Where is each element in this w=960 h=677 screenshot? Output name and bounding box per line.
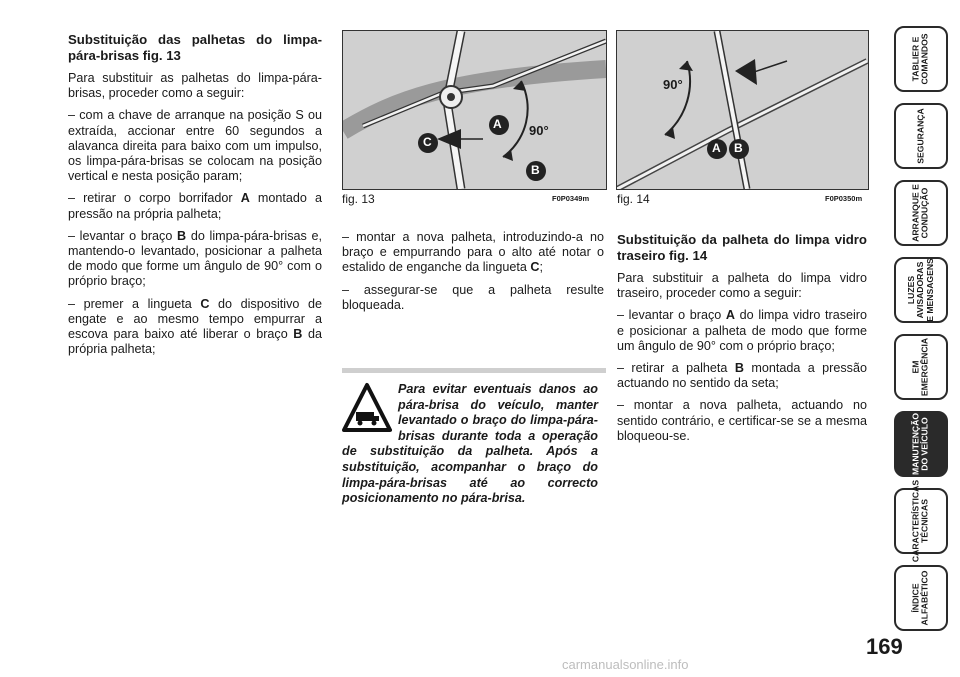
warning-triangle-icon	[342, 382, 392, 434]
tab-arranque-conducao[interactable]: ARRANQUE E CONDUÇÃO	[894, 180, 948, 246]
figure-13-caption: fig. 13	[342, 192, 375, 206]
paragraph-intro: Para substituir a palheta do limpa vidro traseiro, proceder como a seguir:	[617, 271, 867, 301]
tab-emergencia[interactable]: EM EMERGÊNCIA	[894, 334, 948, 400]
watermark: carmanualsonline.info	[562, 657, 689, 672]
figure-13-code: F0P0349m	[552, 194, 590, 203]
figure-14-rear-wiper	[616, 30, 869, 190]
paragraph-step: – montar a nova palheta, actuando no sentido contrário, e certificar-se se a mesma bloqueou-se.	[617, 398, 867, 443]
paragraph-step: – retirar o corpo borrifador A montado a pressão na própria palheta;	[68, 191, 323, 221]
tab-luzes-avisadoras[interactable]: LUZES AVISADORAS E MENSAGENS	[894, 257, 948, 323]
label-c: C	[423, 135, 432, 149]
paragraph-intro: Para substituir as palhetas do limpa-pára-brisas, proceder como a seguir:	[68, 71, 322, 101]
label-b: B	[734, 141, 743, 155]
warning-bar	[342, 368, 606, 373]
warning-text: Para evitar eventuais danos ao pára-brisa do veículo, manter levantado o braço do limpa-pára-brisas durante toda a operação de substituição da palheta. Após a substituição, acompanhar o braço do limpa-pára-brisas até ao correcto posicionamento no pára-brisa.	[342, 382, 598, 506]
tab-indice-alfabetico[interactable]: ÍNDICE ALFABÉTICO	[894, 565, 948, 631]
tab-caracteristicas-tecnicas[interactable]: CARACTERÍSTICAS TÉCNICAS	[894, 488, 948, 554]
figure-13-front-wiper	[342, 30, 607, 190]
rear-wiper-illustration	[617, 31, 868, 189]
paragraph-step: – montar a nova palheta, introduzindo-a no braço e empurrando para o alto até notar o estalido de enganche da lingueta C;	[342, 230, 604, 275]
tab-tablier-comandos[interactable]: TABLIER E COMANDOS	[894, 26, 948, 92]
figure-14-code: F0P0350m	[825, 194, 863, 203]
tab-manutencao-veiculo[interactable]: MANUTENÇÃO DO VEÍCULO	[894, 411, 948, 477]
angle-label: 90°	[663, 77, 683, 92]
paragraph-step: – com a chave de arranque na posição S ou extraída, accionar entre 60 segundos a alavanca direita para baixo com um impulso, os limpa-pára-brisas se colocam na posição vertical e nesta posição param;	[68, 108, 322, 184]
page-number: 169	[866, 634, 903, 659]
right-column	[617, 232, 867, 451]
paragraph-step: – levantar o braço A do limpa vidro traseiro e posicionar a palheta de modo que forme um ângulo de 90° com o próprio braço;	[617, 308, 867, 353]
figure-14-caption: fig. 14	[617, 192, 650, 206]
tab-seguranca[interactable]: SEGURANÇA	[894, 103, 948, 169]
paragraph-step: – retirar a palheta B montada a pressão actuando no sentido da seta;	[617, 361, 867, 391]
label-a: A	[712, 141, 721, 155]
label-b: B	[531, 163, 540, 177]
angle-label: 90°	[529, 123, 549, 138]
label-a: A	[493, 117, 502, 131]
section-heading-front: Substituição das palhetas do limpa-pára-brisas fig. 13	[68, 32, 322, 63]
paragraph-step: – levantar o braço B do limpa-pára-brisas e, mantendo-o levantado, posicionar a palheta de modo que forme um ângulo de 90° com o próprio braço;	[68, 228, 322, 289]
warning-text-block	[342, 382, 598, 507]
paragraph-step: – assegurar-se que a palheta resulte bloqueada.	[342, 282, 604, 312]
paragraph-step: – premer a lingueta C do dispositivo de engate e ao mesmo tempo empurrar a escova para baixo até liberar o braço B da própria palheta;	[68, 296, 322, 357]
middle-column	[342, 230, 604, 320]
section-heading-rear: Substituição da palheta do limpa vidro traseiro fig. 14	[617, 232, 867, 263]
left-column	[68, 32, 322, 364]
front-wiper-illustration	[343, 31, 606, 189]
